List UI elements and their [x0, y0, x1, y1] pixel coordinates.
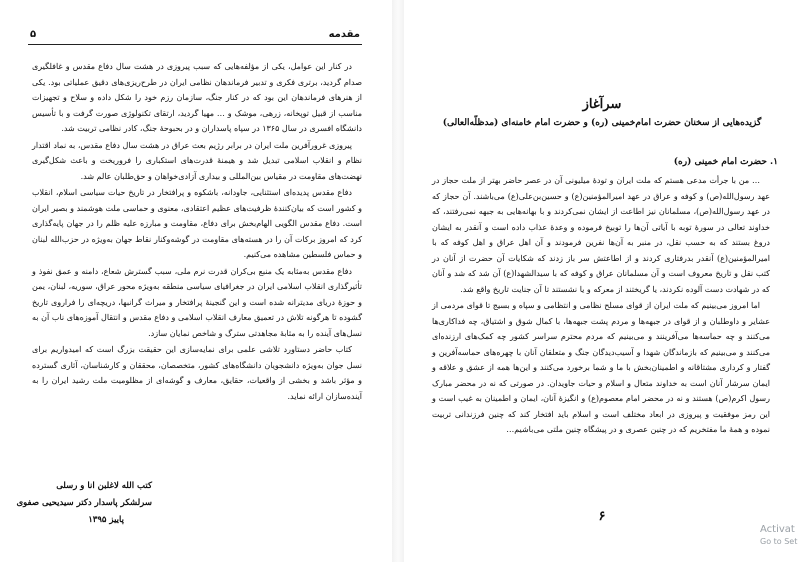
right-body-text — [432, 173, 770, 439]
right-page — [404, 0, 800, 562]
paragraph: در کنار این عوامل، یکی از مؤلفه‌هایی که سبب پیروزی در هشت سال دفاع مقدس و غافلگیری صدام گردید، برتری فکری و تدبیر فرماندهان نظامی ایران در طرح‌ریزی‌های دقیق عملیاتی بود. یکی از هنرهای فرماندهان این بود که در کنار جنگ، سازمان رزم خود را شکل داده و سلاح و تجهیزات مناسب از قبیل توپخانه، زرهی، موشک و … مهیا گردید، ارتقای تکنولوژی صورت گرفت و با تأسیس دانشگاه افسری در سال ۱۳۶۵ در سپاه پاسداران و در بحبوحهٔ جنگ، کادر نظامی تربیت شد. — [32, 62, 362, 133]
paragraph: دفاع مقدس پدیده‌ای استثنایی، جاودانه، باشکوه و پرافتخار در تاریخ حیات سیاسی اسلام، انقلاب و کشور است که بیان‌کنندهٔ ظرفیت‌های عظیم اعتقادی، معنوی و حماسی ملت هوشمند و بصیر ایران است. دفاع مقدس الگویی الهام‌بخش برای دفاع، مقاومت و مبارزه علیه ظلم را در جهان پایه‌گذاری کرد که امروز برکات آن را در هسته‌های مقاومت در گوشه‌وکنار نقاط جهان به‌ویژه در حزب‌الله لبنان و حماس فلسطین مشاهده می‌کنیم. — [32, 188, 362, 259]
header-page-number: ۵ — [30, 29, 37, 40]
left-body-text — [32, 59, 362, 405]
paragraph: پیروزی غرورآفرین ملت ایران در برابر رژیم بعث عراق در هشت سال دفاع مقدس، به نماد اقتدار نظام و انقلاب اسلامی تبدیل شد و هیمنهٔ قدرت‌های استکباری را فروریخت و باعث شکل‌گیری نهضت‌های مقاومت در مقیاس بین‌المللی و بیداری آزادی‌خواهان و حق‌طلبان عالم شد. — [32, 140, 362, 181]
paragraph: … من با جرأت مدعی هستم که ملت ایران و تودهٔ میلیونی آن در عصر حاضر بهتر از ملت حجاز در عهد رسول‌الله(ص) و کوفه و عراق در عهد امیرالمؤمنین(ع) و حسین‌بن‌علی(ع) می‌باشند. آن حجاز که در عهد رسول‌الله(ص)، مسلمانان نیز اطاعت از ایشان نمی‌کردند و با بهانه‌هایی به جبهه نمی‌رفتند، که خداوند تعالی در سورهٔ توبه با آیاتی آن‌ها را توبیخ فرموده و وعدهٔ عذاب داده است و آنقدر به ایشان دروغ بستند که به حسب نقل، در منبر به آن‌ها نفرین فرمودند و آن اهل عراق و اهل کوفه که با امیرالمؤمنین(ع) آنقدر بدرفتاری کردند و از اطاعتش سر باز زدند که شکایات آن حضرت از آنان در کتب نقل و تاریخ معروف است و آن مسلمانان عراق و کوفه که با سیدالشهدا(ع) آن شد که شد و آنان که در شهادت دست آلوده نکردند، یا گریختند از معرکه و یا نشستند تا آن جنایت تاریخ واقع شد. — [432, 176, 770, 294]
signature-quote: کتب الله لاغلبن انا و رسلی — [56, 481, 152, 491]
signature-name: سرلشکر پاسدار دکتر سیدیحیی صفوی — [16, 498, 152, 508]
header-rule — [28, 44, 362, 45]
signature-date: پاییز ۱۳۹۵ — [88, 515, 124, 525]
running-head — [30, 29, 360, 40]
paragraph: دفاع مقدس به‌مثابه یک منبع بی‌کران قدرت نرم ملی، سبب گسترش شعاع، دامنه و عمق نفوذ و تأثیرگذاری انقلاب اسلامی ایران در جغرافیای سیاسی منطقه به‌ویژه محور عراق، سوریه، لبنان، یمن و حوزهٔ دریای مدیترانه شده است و این گنجینهٔ پرافتخار و میراث گرانبها، دریچه‌ای را فراروی تاریخ گشوده تا هرگونه تلاش در تعمیق معارف انقلاب اسلامی و دفاع مقدس و انتقال آموزه‌های ناب آن به نسل‌های آینده را به مثابهٔ مجاهدتی سترگ و شاخص نمایان سازد. — [32, 266, 362, 338]
chapter-subtitle: گزیده‌هایی از سخنان حضرت امام‌خمینی (ره) و حضرت امام خامنه‌ای (مدظلّه‌العالی) — [442, 118, 762, 128]
paragraph: کتاب حاضر دستاورد تلاشی علمی برای نمایه‌سازی این حقیقت بزرگ است که امیدواریم برای نسل جوان به‌ویژه دانشجویان دانشگاه‌های کشور، متخصصان، محققان و کارشناسان، آثاری گسترده و مؤثر باشد و بخشی از واقعیات، حقایق، معارف و گوشه‌ای از مظلومیت ملت رشید ایران را به آینده‌سازان ارائه نماید. — [32, 345, 362, 401]
left-page — [0, 0, 392, 562]
section-heading: ۱. حضرت امام خمینی (ره) — [673, 157, 778, 167]
activation-watermark — [760, 524, 800, 548]
section-label: مقدمه — [328, 29, 360, 40]
chapter-title: سرآغاز — [582, 97, 622, 112]
paragraph: اما امروز می‌بینیم که ملت ایران از قوای مسلح نظامی و انتظامی و سپاه و بسیج تا قوای مردمی از عشایر و داوطلبان و از قوای در جبهه‌ها و مردم پشت جبهه‌ها، با کمال شوق و اشتیاق، چه فداکاری‌ها می‌کنند و چه حماسه‌ها می‌آفرینند و می‌بینیم که مردم محترم سراسر کشور چه کمک‌های ارزنده‌ای می‌کنند و می‌بینیم که بازماندگان شهدا و آسیب‌دیدگان جنگ و متعلقان آنان با چهره‌های حماسه‌آفرین و گفتار و کرداری مشتاقانه و اطمینان‌بخش با ما و شما برخورد می‌کنند و این‌ها همه از عشق و علاقه و ایمان سرشار آنان است به خداوند متعال و اسلام و حیات جاویدان. در صورتی که نه در محضر مبارک رسول اکرم(ص) هستند و نه در محضر امام معصوم(ع) و انگیزهٔ آنان، ایمان و اطمینان به غیب است و این رمز موفقیت و پیروزی در ابعاد مختلف است و اسلام باید افتخار کند که چنین فرزندانی تربیت نموده و همهٔ ما مفتخریم که در چنین عصری و در پیشگاه چنین ملتی می‌باشیم… — [432, 301, 770, 434]
watermark-line-2: Go to Set — [760, 537, 798, 546]
page-number: ۶ — [598, 509, 606, 524]
watermark-line-1: Activat — [760, 524, 795, 535]
book-gutter — [392, 0, 404, 562]
